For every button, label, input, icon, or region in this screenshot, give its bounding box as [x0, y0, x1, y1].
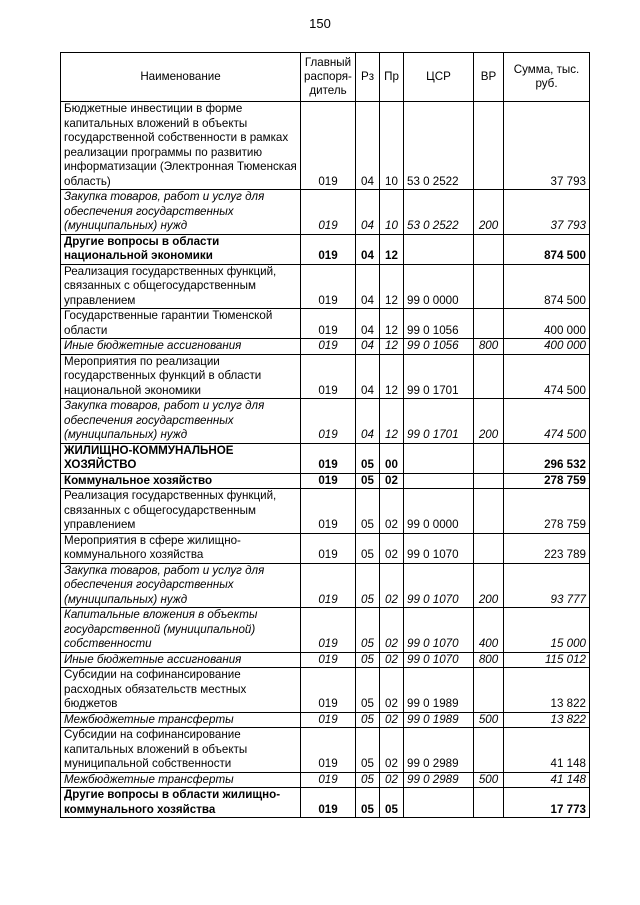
cell-rz: 05 — [356, 489, 380, 534]
cell-name: Реализация государственных функций, связанных с общегосударственным управлением — [61, 264, 301, 309]
cell-pr: 02 — [380, 533, 404, 563]
cell-rz: 05 — [356, 652, 380, 668]
cell-csr: 99 0 2989 — [404, 728, 474, 773]
cell-csr — [404, 443, 474, 473]
cell-rz: 05 — [356, 788, 380, 818]
cell-rz: 04 — [356, 339, 380, 355]
cell-vr: 500 — [474, 772, 504, 788]
cell-rz: 04 — [356, 190, 380, 235]
cell-grbs: 019 — [301, 264, 356, 309]
cell-sum: 874 500 — [504, 234, 590, 264]
table-row — [61, 668, 590, 713]
cell-vr: 200 — [474, 399, 504, 444]
cell-pr: 05 — [380, 788, 404, 818]
table-row — [61, 608, 590, 653]
cell-pr: 02 — [380, 563, 404, 608]
cell-sum: 15 000 — [504, 608, 590, 653]
cell-rz: 04 — [356, 234, 380, 264]
header-grbs: Главный распоря-дитель — [301, 53, 356, 102]
cell-rz: 04 — [356, 309, 380, 339]
cell-pr: 02 — [380, 668, 404, 713]
cell-sum: 296 532 — [504, 443, 590, 473]
table-row — [61, 473, 590, 489]
cell-sum: 278 759 — [504, 489, 590, 534]
cell-sum: 400 000 — [504, 339, 590, 355]
cell-csr: 53 0 2522 — [404, 190, 474, 235]
cell-sum: 115 012 — [504, 652, 590, 668]
cell-pr: 10 — [380, 190, 404, 235]
cell-grbs: 019 — [301, 489, 356, 534]
cell-csr: 99 0 1701 — [404, 399, 474, 444]
table-row — [61, 788, 590, 818]
cell-name: Мероприятия в сфере жилищно-коммунального хозяйства — [61, 533, 301, 563]
table-row — [61, 354, 590, 399]
table-row — [61, 264, 590, 309]
cell-vr — [474, 668, 504, 713]
cell-vr — [474, 264, 504, 309]
table-row — [61, 443, 590, 473]
header-pr: Пр — [380, 53, 404, 102]
cell-pr: 10 — [380, 102, 404, 190]
cell-grbs: 019 — [301, 473, 356, 489]
cell-grbs: 019 — [301, 728, 356, 773]
cell-pr: 02 — [380, 608, 404, 653]
cell-pr: 12 — [380, 354, 404, 399]
cell-grbs: 019 — [301, 533, 356, 563]
table-row — [61, 728, 590, 773]
header-name: Наименование — [61, 53, 301, 102]
table-row — [61, 712, 590, 728]
table-body — [61, 102, 590, 818]
cell-vr — [474, 354, 504, 399]
cell-grbs: 019 — [301, 309, 356, 339]
cell-sum: 93 777 — [504, 563, 590, 608]
cell-rz: 05 — [356, 473, 380, 489]
cell-rz: 04 — [356, 264, 380, 309]
cell-rz: 04 — [356, 399, 380, 444]
cell-grbs: 019 — [301, 788, 356, 818]
table-row — [61, 563, 590, 608]
cell-vr: 400 — [474, 608, 504, 653]
cell-vr: 500 — [474, 712, 504, 728]
page-number: 150 — [309, 16, 331, 31]
cell-grbs: 019 — [301, 772, 356, 788]
cell-rz: 05 — [356, 772, 380, 788]
cell-name: Межбюджетные трансферты — [61, 772, 301, 788]
cell-pr: 02 — [380, 489, 404, 534]
cell-sum: 17 773 — [504, 788, 590, 818]
table-row — [61, 652, 590, 668]
cell-csr: 53 0 2522 — [404, 102, 474, 190]
cell-vr — [474, 489, 504, 534]
cell-name: ЖИЛИЩНО-КОММУНАЛЬНОЕ ХОЗЯЙСТВО — [61, 443, 301, 473]
cell-name: Межбюджетные трансферты — [61, 712, 301, 728]
table-row — [61, 339, 590, 355]
cell-grbs: 019 — [301, 443, 356, 473]
table-header — [61, 53, 590, 102]
cell-name: Закупка товаров, работ и услуг для обеспечения государственных (муниципальных) нужд — [61, 190, 301, 235]
cell-csr: 99 0 1989 — [404, 712, 474, 728]
cell-vr: 200 — [474, 563, 504, 608]
cell-vr — [474, 309, 504, 339]
cell-csr: 99 0 1070 — [404, 533, 474, 563]
cell-name: Мероприятия по реализации государственных функций в области национальной экономики — [61, 354, 301, 399]
cell-name: Субсидии на софинансирование капитальных вложений в объекты муниципальной собственности — [61, 728, 301, 773]
cell-grbs: 019 — [301, 563, 356, 608]
cell-csr: 99 0 1701 — [404, 354, 474, 399]
cell-sum: 474 500 — [504, 354, 590, 399]
cell-pr: 12 — [380, 339, 404, 355]
cell-csr: 99 0 1056 — [404, 339, 474, 355]
cell-grbs: 019 — [301, 339, 356, 355]
cell-vr — [474, 443, 504, 473]
cell-csr — [404, 473, 474, 489]
cell-sum: 400 000 — [504, 309, 590, 339]
cell-vr — [474, 234, 504, 264]
cell-sum: 13 822 — [504, 712, 590, 728]
cell-csr: 99 0 1989 — [404, 668, 474, 713]
cell-pr: 02 — [380, 473, 404, 489]
table-row — [61, 489, 590, 534]
cell-sum: 278 759 — [504, 473, 590, 489]
table-row — [61, 399, 590, 444]
cell-grbs: 019 — [301, 354, 356, 399]
cell-grbs: 019 — [301, 712, 356, 728]
cell-sum: 13 822 — [504, 668, 590, 713]
cell-pr: 02 — [380, 772, 404, 788]
cell-pr: 02 — [380, 652, 404, 668]
cell-csr — [404, 234, 474, 264]
cell-csr: 99 0 0000 — [404, 489, 474, 534]
cell-sum: 37 793 — [504, 102, 590, 190]
cell-vr — [474, 788, 504, 818]
header-csr: ЦСР — [404, 53, 474, 102]
cell-pr: 12 — [380, 264, 404, 309]
cell-grbs: 019 — [301, 652, 356, 668]
cell-pr: 12 — [380, 234, 404, 264]
table-row — [61, 772, 590, 788]
cell-grbs: 019 — [301, 190, 356, 235]
cell-sum: 223 789 — [504, 533, 590, 563]
table-row — [61, 190, 590, 235]
cell-vr: 800 — [474, 652, 504, 668]
cell-sum: 41 148 — [504, 772, 590, 788]
cell-rz: 05 — [356, 608, 380, 653]
cell-name: Закупка товаров, работ и услуг для обеспечения государственных (муниципальных) нужд — [61, 563, 301, 608]
header-vr: ВР — [474, 53, 504, 102]
cell-rz: 05 — [356, 668, 380, 713]
cell-pr: 02 — [380, 728, 404, 773]
cell-vr: 800 — [474, 339, 504, 355]
budget-table — [60, 52, 590, 818]
table-row — [61, 533, 590, 563]
cell-pr: 12 — [380, 399, 404, 444]
cell-vr — [474, 473, 504, 489]
cell-name: Другие вопросы в области национальной экономики — [61, 234, 301, 264]
cell-pr: 02 — [380, 712, 404, 728]
cell-pr: 00 — [380, 443, 404, 473]
table-row — [61, 234, 590, 264]
cell-name: Коммунальное хозяйство — [61, 473, 301, 489]
cell-csr: 99 0 0000 — [404, 264, 474, 309]
cell-csr: 99 0 1070 — [404, 652, 474, 668]
cell-csr: 99 0 1070 — [404, 563, 474, 608]
cell-sum: 874 500 — [504, 264, 590, 309]
cell-name: Закупка товаров, работ и услуг для обеспечения государственных (муниципальных) нужд — [61, 399, 301, 444]
cell-grbs: 019 — [301, 399, 356, 444]
cell-sum: 474 500 — [504, 399, 590, 444]
cell-vr — [474, 533, 504, 563]
cell-rz: 05 — [356, 712, 380, 728]
cell-name: Капитальные вложения в объекты государственной (муниципальной) собственности — [61, 608, 301, 653]
cell-csr: 99 0 1056 — [404, 309, 474, 339]
cell-grbs: 019 — [301, 234, 356, 264]
cell-pr: 12 — [380, 309, 404, 339]
cell-csr — [404, 788, 474, 818]
table-row — [61, 102, 590, 190]
cell-name: Государственные гарантии Тюменской области — [61, 309, 301, 339]
cell-rz: 04 — [356, 354, 380, 399]
cell-csr: 99 0 1070 — [404, 608, 474, 653]
cell-vr — [474, 728, 504, 773]
cell-rz: 05 — [356, 533, 380, 563]
cell-rz: 04 — [356, 102, 380, 190]
table-row — [61, 309, 590, 339]
cell-vr: 200 — [474, 190, 504, 235]
cell-name: Иные бюджетные ассигнования — [61, 652, 301, 668]
cell-vr — [474, 102, 504, 190]
header-sum: Сумма, тыс. руб. — [504, 53, 590, 102]
cell-grbs: 019 — [301, 102, 356, 190]
cell-name: Субсидии на софинансирование расходных обязательств местных бюджетов — [61, 668, 301, 713]
cell-rz: 05 — [356, 443, 380, 473]
cell-sum: 41 148 — [504, 728, 590, 773]
cell-csr: 99 0 2989 — [404, 772, 474, 788]
header-rz: Рз — [356, 53, 380, 102]
cell-name: Бюджетные инвестиции в форме капитальных вложений в объекты государственной собственности в рамках реализации программы по развитию информатизации (Электронная Тюменская область) — [61, 102, 301, 190]
cell-grbs: 019 — [301, 668, 356, 713]
cell-name: Реализация государственных функций, связанных с общегосударственным управлением — [61, 489, 301, 534]
cell-name: Иные бюджетные ассигнования — [61, 339, 301, 355]
cell-rz: 05 — [356, 563, 380, 608]
cell-rz: 05 — [356, 728, 380, 773]
cell-sum: 37 793 — [504, 190, 590, 235]
cell-name: Другие вопросы в области жилищно-коммунального хозяйства — [61, 788, 301, 818]
cell-grbs: 019 — [301, 608, 356, 653]
